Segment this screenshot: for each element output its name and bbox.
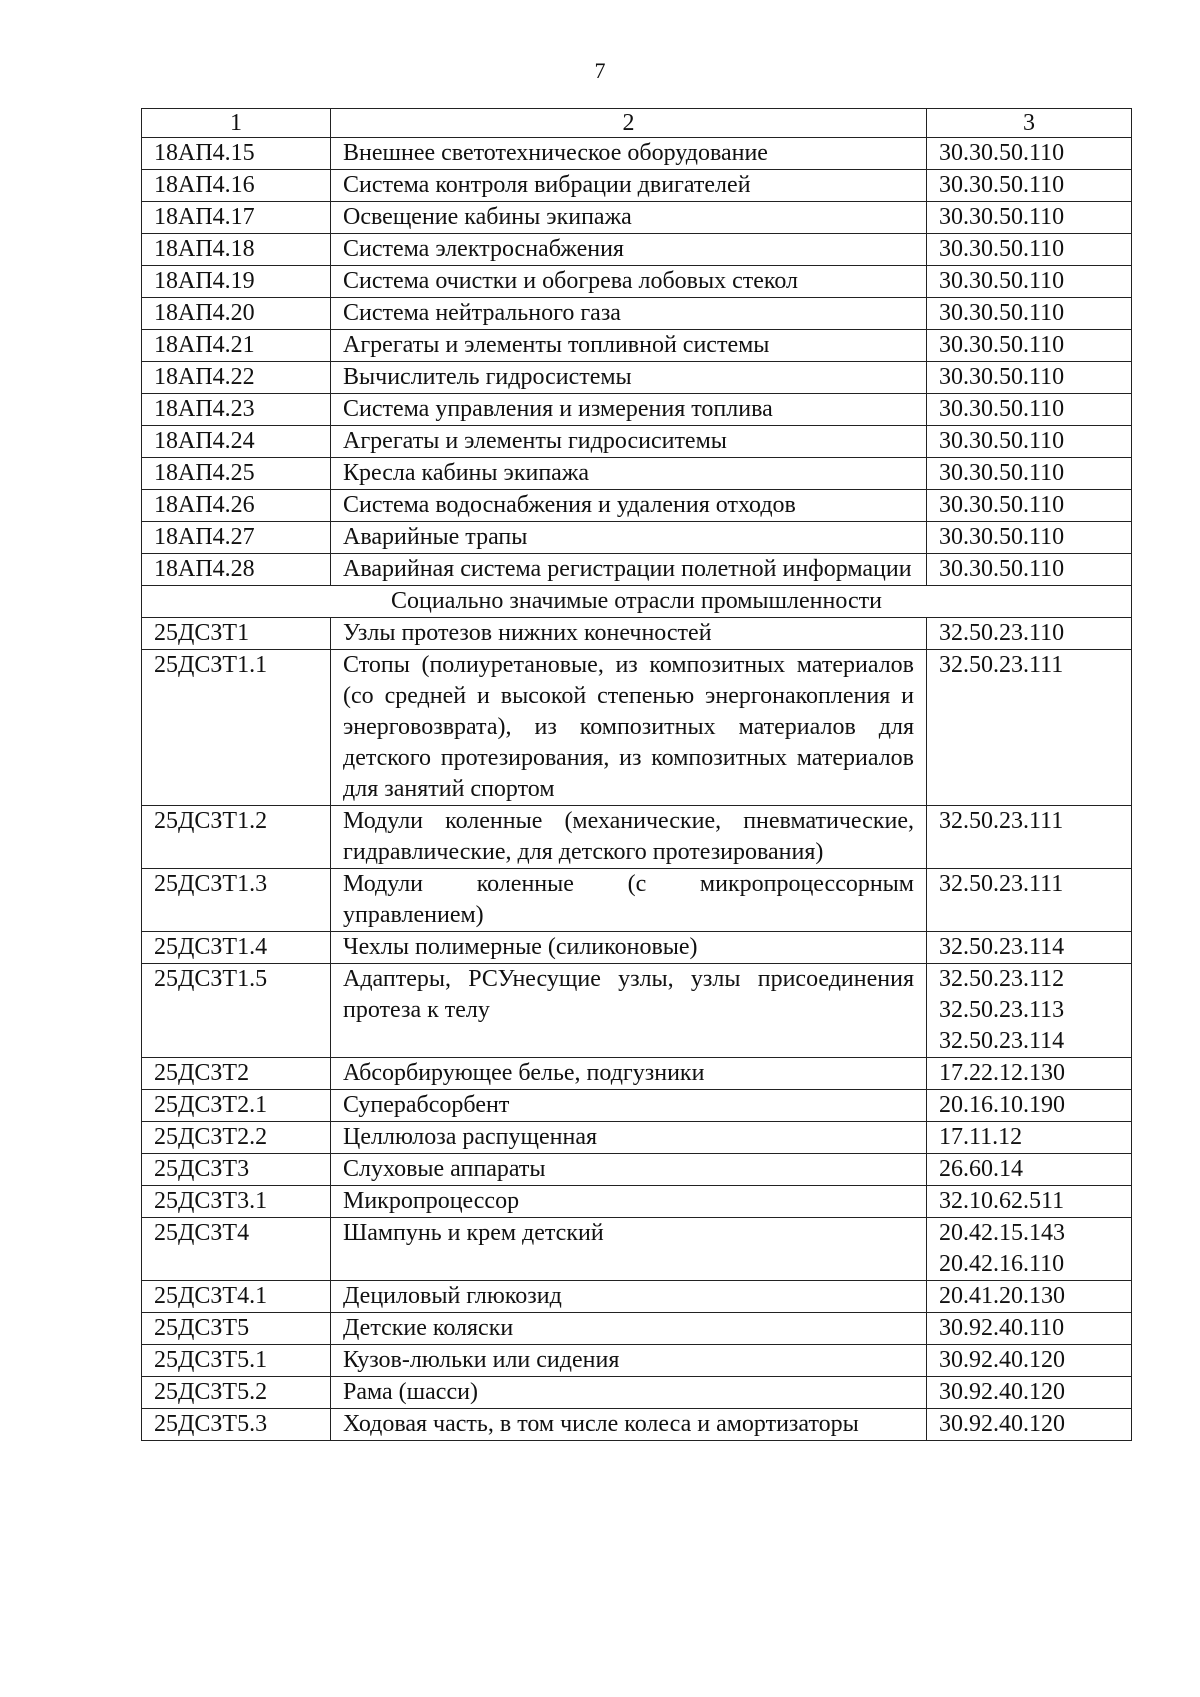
item-description: Адаптеры, РСУнесущие узлы, узлы присоединения протеза к телу — [331, 964, 927, 1058]
section-row — [142, 586, 1132, 618]
item-code: 18АП4.25 — [142, 458, 331, 490]
okpd-code: 20.16.10.190 — [939, 1092, 1065, 1118]
item-description: Модули коленные (с микропроцессорным управлением) — [331, 869, 927, 932]
item-code: 18АП4.20 — [142, 298, 331, 330]
okpd-code: 30.30.50.110 — [939, 172, 1065, 198]
okpd-code: 20.42.15.143 — [939, 1220, 1065, 1246]
okpd-codes — [927, 298, 1132, 330]
okpd-codes — [927, 1409, 1132, 1441]
item-description: Микропроцессор — [331, 1186, 927, 1218]
item-code: 25ДСЗТ5.2 — [142, 1377, 331, 1409]
table-row — [142, 1345, 1132, 1377]
item-code: 25ДСЗТ2 — [142, 1058, 331, 1090]
item-description: Аварийная система регистрации полетной информации — [331, 554, 927, 586]
table-row — [142, 522, 1132, 554]
okpd-code: 17.11.12 — [939, 1124, 1023, 1150]
item-description: Вычислитель гидросистемы — [331, 362, 927, 394]
table-row — [142, 1377, 1132, 1409]
item-code: 18АП4.26 — [142, 490, 331, 522]
item-code: 25ДСЗТ1.3 — [142, 869, 331, 932]
item-code: 18АП4.21 — [142, 330, 331, 362]
okpd-codes — [927, 554, 1132, 586]
header-col-2: 2 — [331, 109, 927, 138]
item-description: Шампунь и крем детский — [331, 1218, 927, 1281]
table-row — [142, 266, 1132, 298]
okpd-code: 30.30.50.110 — [939, 524, 1065, 550]
item-code: 25ДСЗТ5.3 — [142, 1409, 331, 1441]
okpd-codes — [927, 202, 1132, 234]
table-row — [142, 234, 1132, 266]
item-code: 25ДСЗТ2.2 — [142, 1122, 331, 1154]
item-description: Система электроснабжения — [331, 234, 927, 266]
item-description: Система управления и измерения топлива — [331, 394, 927, 426]
okpd-code: 30.30.50.110 — [939, 236, 1065, 262]
item-description: Модули коленные (механические, пневматические, гидравлические, для детского протезирования) — [331, 806, 927, 869]
item-code: 25ДСЗТ1.4 — [142, 932, 331, 964]
product-code-table — [141, 108, 1132, 1441]
table-row — [142, 1122, 1132, 1154]
item-code: 25ДСЗТ1.5 — [142, 964, 331, 1058]
item-code: 25ДСЗТ4 — [142, 1218, 331, 1281]
item-description: Агрегаты и элементы гидросиситемы — [331, 426, 927, 458]
table-row — [142, 298, 1132, 330]
item-description: Агрегаты и элементы топливной системы — [331, 330, 927, 362]
item-code: 18АП4.27 — [142, 522, 331, 554]
item-code: 25ДСЗТ3.1 — [142, 1186, 331, 1218]
table-row — [142, 618, 1132, 650]
okpd-codes — [927, 1090, 1132, 1122]
item-code: 18АП4.18 — [142, 234, 331, 266]
okpd-codes — [927, 1218, 1132, 1281]
item-code: 25ДСЗТ1 — [142, 618, 331, 650]
okpd-code: 30.30.50.110 — [939, 204, 1065, 230]
okpd-code: 30.30.50.110 — [939, 428, 1065, 454]
table-row — [142, 650, 1132, 806]
item-description: Система нейтрального газа — [331, 298, 927, 330]
okpd-code: 30.30.50.110 — [939, 364, 1065, 390]
table-row — [142, 1090, 1132, 1122]
item-code: 25ДСЗТ4.1 — [142, 1281, 331, 1313]
item-code: 18АП4.19 — [142, 266, 331, 298]
okpd-codes — [927, 869, 1132, 932]
okpd-codes — [927, 490, 1132, 522]
table-row — [142, 362, 1132, 394]
okpd-code: 32.50.23.111 — [939, 808, 1064, 834]
okpd-code: 30.30.50.110 — [939, 332, 1065, 358]
okpd-codes — [927, 330, 1132, 362]
page-number: 7 — [594, 58, 606, 83]
okpd-code: 32.50.23.112 — [939, 966, 1065, 992]
okpd-codes — [927, 1345, 1132, 1377]
okpd-codes — [927, 618, 1132, 650]
table-row — [142, 869, 1132, 932]
okpd-codes — [927, 1281, 1132, 1313]
table-row — [142, 458, 1132, 490]
okpd-codes — [927, 458, 1132, 490]
item-code: 25ДСЗТ5 — [142, 1313, 331, 1345]
item-description: Абсорбирующее белье, подгузники — [331, 1058, 927, 1090]
table-row — [142, 1058, 1132, 1090]
okpd-codes — [927, 394, 1132, 426]
okpd-codes — [927, 266, 1132, 298]
okpd-code: 26.60.14 — [939, 1156, 1023, 1182]
okpd-codes — [927, 1377, 1132, 1409]
table-row — [142, 202, 1132, 234]
okpd-code: 30.92.40.120 — [939, 1411, 1065, 1437]
item-code: 25ДСЗТ1.2 — [142, 806, 331, 869]
item-code: 25ДСЗТ2.1 — [142, 1090, 331, 1122]
okpd-code: 30.92.40.120 — [939, 1347, 1065, 1373]
okpd-code: 30.30.50.110 — [939, 460, 1065, 486]
item-code: 18АП4.22 — [142, 362, 331, 394]
item-description: Аварийные трапы — [331, 522, 927, 554]
table-header-row — [142, 109, 1132, 138]
okpd-code: 30.30.50.110 — [939, 140, 1065, 166]
item-description: Детские коляски — [331, 1313, 927, 1345]
okpd-codes — [927, 1313, 1132, 1345]
table-row — [142, 394, 1132, 426]
okpd-codes — [927, 138, 1132, 170]
okpd-code: 30.30.50.110 — [939, 556, 1065, 582]
item-description: Система контроля вибрации двигателей — [331, 170, 927, 202]
okpd-code: 20.42.16.110 — [939, 1251, 1065, 1277]
item-code: 18АП4.15 — [142, 138, 331, 170]
item-description: Внешнее светотехническое оборудование — [331, 138, 927, 170]
table-row — [142, 554, 1132, 586]
okpd-codes — [927, 522, 1132, 554]
item-code: 18АП4.24 — [142, 426, 331, 458]
okpd-codes — [927, 932, 1132, 964]
item-description: Ходовая часть, в том числе колеса и амортизаторы — [331, 1409, 927, 1441]
okpd-code: 30.30.50.110 — [939, 300, 1065, 326]
okpd-code: 20.41.20.130 — [939, 1283, 1065, 1309]
okpd-code: 30.30.50.110 — [939, 268, 1065, 294]
table-row — [142, 806, 1132, 869]
okpd-code: 32.10.62.511 — [939, 1188, 1065, 1214]
table-row — [142, 1313, 1132, 1345]
item-code: 25ДСЗТ3 — [142, 1154, 331, 1186]
okpd-code: 32.50.23.111 — [939, 652, 1064, 678]
table-row — [142, 490, 1132, 522]
okpd-codes — [927, 426, 1132, 458]
table-row — [142, 1281, 1132, 1313]
okpd-code: 17.22.12.130 — [939, 1060, 1065, 1086]
okpd-code: 30.30.50.110 — [939, 396, 1065, 422]
okpd-codes — [927, 650, 1132, 806]
item-description: Слуховые аппараты — [331, 1154, 927, 1186]
okpd-code: 32.50.23.113 — [939, 997, 1065, 1023]
okpd-codes — [927, 1058, 1132, 1090]
okpd-code: 32.50.23.111 — [939, 871, 1064, 897]
okpd-codes — [927, 170, 1132, 202]
item-description: Кресла кабины экипажа — [331, 458, 927, 490]
item-code: 18АП4.17 — [142, 202, 331, 234]
item-code: 25ДСЗТ5.1 — [142, 1345, 331, 1377]
aviation-rows — [142, 138, 1132, 586]
item-description: Суперабсорбент — [331, 1090, 927, 1122]
item-description: Кузов-люльки или сидения — [331, 1345, 927, 1377]
table-row — [142, 1218, 1132, 1281]
item-description: Узлы протезов нижних конечностей — [331, 618, 927, 650]
table-row — [142, 1186, 1132, 1218]
item-description: Рама (шасси) — [331, 1377, 927, 1409]
item-code: 18АП4.23 — [142, 394, 331, 426]
item-description: Чехлы полимерные (силиконовые) — [331, 932, 927, 964]
item-description: Дециловый глюкозид — [331, 1281, 927, 1313]
item-description: Система водоснабжения и удаления отходов — [331, 490, 927, 522]
okpd-codes — [927, 806, 1132, 869]
table-row — [142, 1154, 1132, 1186]
item-description: Система очистки и обогрева лобовых стекол — [331, 266, 927, 298]
item-code: 25ДСЗТ1.1 — [142, 650, 331, 806]
okpd-code: 32.50.23.114 — [939, 934, 1065, 960]
table-row — [142, 138, 1132, 170]
section-title: Социально значимые отрасли промышленности — [142, 586, 1132, 618]
header-col-1: 1 — [142, 109, 331, 138]
item-code: 18АП4.28 — [142, 554, 331, 586]
table-row — [142, 170, 1132, 202]
okpd-code: 30.30.50.110 — [939, 492, 1065, 518]
table-row — [142, 426, 1132, 458]
okpd-code: 30.92.40.120 — [939, 1379, 1065, 1405]
okpd-codes — [927, 1122, 1132, 1154]
okpd-codes — [927, 362, 1132, 394]
okpd-code: 32.50.23.114 — [939, 1028, 1065, 1054]
okpd-codes — [927, 964, 1132, 1058]
item-description: Целлюлоза распущенная — [331, 1122, 927, 1154]
header-col-3: 3 — [927, 109, 1132, 138]
table-row — [142, 964, 1132, 1058]
okpd-codes — [927, 1154, 1132, 1186]
item-description: Стопы (полиуретановые, из композитных материалов (со средней и высокой степенью энергонакопления и энерговозврата), из композитных материалов для детского протезирования, из композитных материалов для занятий спортом — [331, 650, 927, 806]
okpd-codes — [927, 1186, 1132, 1218]
table-row — [142, 932, 1132, 964]
table-row — [142, 1409, 1132, 1441]
item-code: 18АП4.16 — [142, 170, 331, 202]
okpd-code: 30.92.40.110 — [939, 1315, 1065, 1341]
okpd-code: 32.50.23.110 — [939, 620, 1065, 646]
social-industry-rows — [142, 618, 1132, 1441]
item-description: Освещение кабины экипажа — [331, 202, 927, 234]
okpd-codes — [927, 234, 1132, 266]
table-row — [142, 330, 1132, 362]
